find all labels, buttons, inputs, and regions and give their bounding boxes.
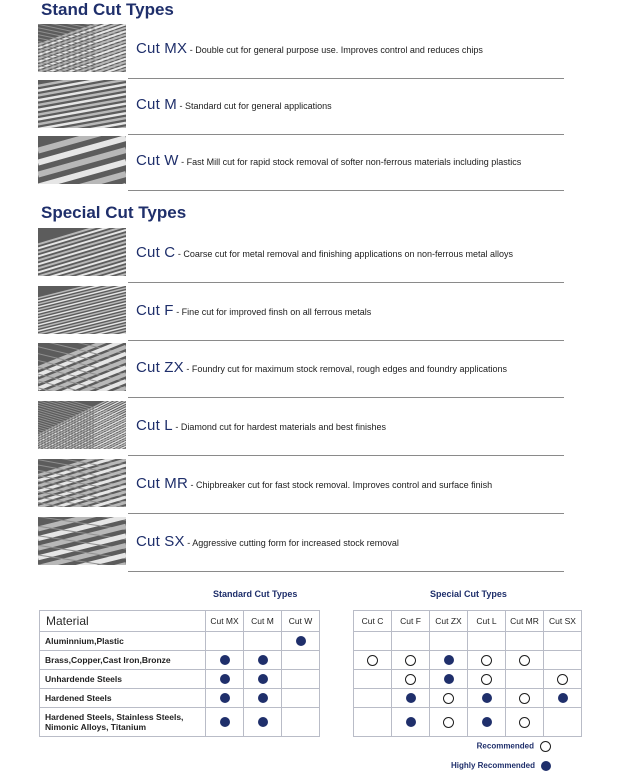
rating-cell	[282, 689, 320, 708]
recommended-ring-icon	[481, 674, 492, 685]
cut-name: Cut SX	[136, 533, 185, 550]
rating-cell	[206, 689, 244, 708]
rating-cell	[206, 670, 244, 689]
rating-cell	[244, 670, 282, 689]
cut-row	[38, 136, 564, 188]
rating-cell	[544, 689, 582, 708]
cutter-texture-image	[38, 24, 126, 72]
rating-cell	[206, 708, 244, 737]
rating-cell	[392, 670, 430, 689]
rating-cell	[506, 651, 544, 670]
cut-row	[38, 517, 564, 569]
cut-name: Cut F	[136, 302, 174, 319]
material-cut-table	[39, 610, 582, 737]
cut-row	[38, 24, 564, 76]
recommended-ring-icon	[557, 674, 568, 685]
cut-description-line	[136, 152, 521, 169]
cutter-texture-image	[38, 459, 126, 507]
cutter-texture-image	[38, 517, 126, 565]
cut-description-line	[136, 302, 371, 319]
rating-cell	[282, 708, 320, 737]
cut-name: Cut MR	[136, 475, 189, 492]
material-cell: Hardened Steels	[40, 689, 206, 708]
cut-name: Cut C	[136, 244, 176, 261]
highly-recommended-dot-icon	[406, 717, 416, 727]
cut-row	[38, 286, 564, 338]
cut-description-line	[136, 244, 513, 261]
rating-cell	[506, 632, 544, 651]
highly-recommended-dot-icon	[444, 655, 454, 665]
cut-description: - Standard cut for general applications	[177, 101, 332, 111]
divider-rule	[128, 78, 564, 79]
highly-recommended-dot-icon	[258, 717, 268, 727]
material-column-header: Material	[40, 611, 206, 632]
column-gap	[320, 611, 354, 632]
rating-cell	[544, 708, 582, 737]
column-gap	[320, 651, 354, 670]
table-row	[40, 708, 582, 737]
recommended-ring-icon	[519, 717, 530, 728]
rating-cell	[506, 670, 544, 689]
rating-cell	[506, 689, 544, 708]
highly-recommended-dot-icon	[406, 693, 416, 703]
standard-cut-types-title: Stand Cut Types	[41, 0, 174, 19]
table-row	[40, 670, 582, 689]
rating-cell	[430, 632, 468, 651]
rating-cell	[244, 632, 282, 651]
cut-description: - Chipbreaker cut for fast stock removal. Improves control and surface finish	[188, 480, 493, 490]
highly-recommended-dot-icon	[296, 636, 306, 646]
rating-cell	[430, 689, 468, 708]
cut-name: Cut M	[136, 96, 178, 113]
special-cut-types-title: Special Cut Types	[41, 203, 187, 222]
cut-name: Cut MX	[136, 40, 188, 57]
legend-recommended-label: Recommended	[476, 741, 534, 751]
rating-cell	[206, 632, 244, 651]
column-header: Cut L	[468, 611, 506, 632]
column-gap	[320, 689, 354, 708]
rating-cell	[468, 632, 506, 651]
rating-cell	[468, 708, 506, 737]
rating-cell	[468, 651, 506, 670]
recommended-ring-icon	[443, 717, 454, 728]
cut-description: - Foundry cut for maximum stock removal, rough edges and foundry applications	[183, 364, 508, 374]
cut-name: Cut L	[136, 417, 173, 434]
material-cell: Hardened Steels, Stainless Steels, Nimonic Alloys, Titanium	[40, 708, 206, 737]
cut-row	[38, 343, 564, 395]
divider-rule	[128, 134, 564, 135]
recommended-ring-icon	[481, 655, 492, 666]
rating-cell	[244, 651, 282, 670]
cut-row	[38, 401, 564, 453]
rating-cell	[544, 651, 582, 670]
cut-row	[38, 80, 564, 132]
legend-recommended	[477, 741, 551, 752]
rating-cell	[468, 689, 506, 708]
cut-description: - Fine cut for improved finsh on all ferrous metals	[173, 307, 372, 317]
highly-recommended-dot-icon	[482, 693, 492, 703]
recommended-ring-icon	[519, 693, 530, 704]
table-header-row	[40, 611, 582, 632]
cutter-texture-image	[38, 286, 126, 334]
cut-name: Cut W	[136, 152, 179, 169]
rating-cell	[506, 708, 544, 737]
material-cell: Brass,Copper,Cast Iron,Bronze	[40, 651, 206, 670]
highly-recommended-dot-icon	[258, 693, 268, 703]
cut-description: - Coarse cut for metal removal and finishing applications on non-ferrous metal alloys	[175, 249, 514, 259]
highly-recommended-dot-icon	[220, 717, 230, 727]
highly-recommended-dot-icon	[258, 674, 268, 684]
column-header: Cut SX	[544, 611, 582, 632]
cut-description-line	[136, 96, 332, 113]
cutter-texture-image	[38, 136, 126, 184]
rating-cell	[430, 708, 468, 737]
rating-cell	[544, 670, 582, 689]
cut-description-line	[136, 475, 492, 492]
recommended-ring-icon	[367, 655, 378, 666]
recommended-ring-icon	[443, 693, 454, 704]
divider-rule	[128, 397, 564, 398]
cut-name: Cut ZX	[136, 359, 184, 376]
table-row	[40, 651, 582, 670]
cut-description: - Diamond cut for hardest materials and best finishes	[172, 422, 386, 432]
column-header: Cut ZX	[430, 611, 468, 632]
rating-cell	[282, 670, 320, 689]
highly-recommended-dot-icon	[220, 655, 230, 665]
rating-cell	[354, 670, 392, 689]
rating-cell	[282, 651, 320, 670]
legend-highly-recommended	[451, 761, 551, 771]
rating-cell	[392, 651, 430, 670]
rating-cell	[468, 670, 506, 689]
cut-description: - Double cut for general purpose use. Improves control and reduces chips	[187, 45, 483, 55]
rating-cell	[354, 651, 392, 670]
highly-recommended-dot-icon	[482, 717, 492, 727]
rating-cell	[354, 632, 392, 651]
column-header: Cut MX	[206, 611, 244, 632]
cut-row	[38, 459, 564, 511]
rating-cell	[392, 632, 430, 651]
column-gap	[320, 670, 354, 689]
column-gap	[320, 632, 354, 651]
divider-rule	[128, 282, 564, 283]
rating-cell	[430, 651, 468, 670]
cut-description: - Fast Mill cut for rapid stock removal of softer non-ferrous materials including plastics	[178, 157, 522, 167]
column-header: Cut C	[354, 611, 392, 632]
table-row	[40, 632, 582, 651]
column-header: Cut F	[392, 611, 430, 632]
legend-highly-recommended-label: Highly Recommended	[450, 761, 535, 771]
cut-description-line	[136, 417, 386, 434]
highly-recommended-dot-icon	[444, 674, 454, 684]
rating-cell	[244, 708, 282, 737]
table-special-heading: Special Cut Types	[430, 589, 507, 599]
rating-cell	[430, 670, 468, 689]
highly-recommended-dot-icon	[558, 693, 568, 703]
rating-cell	[354, 689, 392, 708]
divider-rule	[128, 190, 564, 191]
table-standard-heading: Standard Cut Types	[213, 589, 298, 599]
rating-cell	[392, 689, 430, 708]
highly-recommended-dot-icon	[220, 693, 230, 703]
divider-rule	[128, 513, 564, 514]
rating-cell	[206, 651, 244, 670]
cutter-texture-image	[38, 80, 126, 128]
column-header: Cut M	[244, 611, 282, 632]
rating-cell	[392, 708, 430, 737]
cut-description-line	[136, 533, 399, 550]
ring-icon	[540, 741, 551, 752]
filled-dot-icon	[541, 761, 551, 771]
cutter-texture-image	[38, 401, 126, 449]
material-cell: Unhardende Steels	[40, 670, 206, 689]
cut-description-line	[136, 359, 507, 376]
highly-recommended-dot-icon	[220, 674, 230, 684]
cut-row	[38, 228, 564, 280]
column-header: Cut MR	[506, 611, 544, 632]
cut-description: - Aggressive cutting form for increased stock removal	[184, 538, 399, 548]
rating-cell	[354, 708, 392, 737]
highly-recommended-dot-icon	[258, 655, 268, 665]
recommended-ring-icon	[405, 655, 416, 666]
material-cell: Aluminnium,Plastic	[40, 632, 206, 651]
recommended-ring-icon	[519, 655, 530, 666]
column-header: Cut W	[282, 611, 320, 632]
divider-rule	[128, 455, 564, 456]
rating-cell	[244, 689, 282, 708]
divider-rule	[128, 571, 564, 572]
cutter-texture-image	[38, 343, 126, 391]
cutter-texture-image	[38, 228, 126, 276]
rating-cell	[544, 632, 582, 651]
column-gap	[320, 708, 354, 737]
cut-description-line	[136, 40, 483, 57]
recommended-ring-icon	[405, 674, 416, 685]
divider-rule	[128, 340, 564, 341]
rating-cell	[282, 632, 320, 651]
table-row	[40, 689, 582, 708]
